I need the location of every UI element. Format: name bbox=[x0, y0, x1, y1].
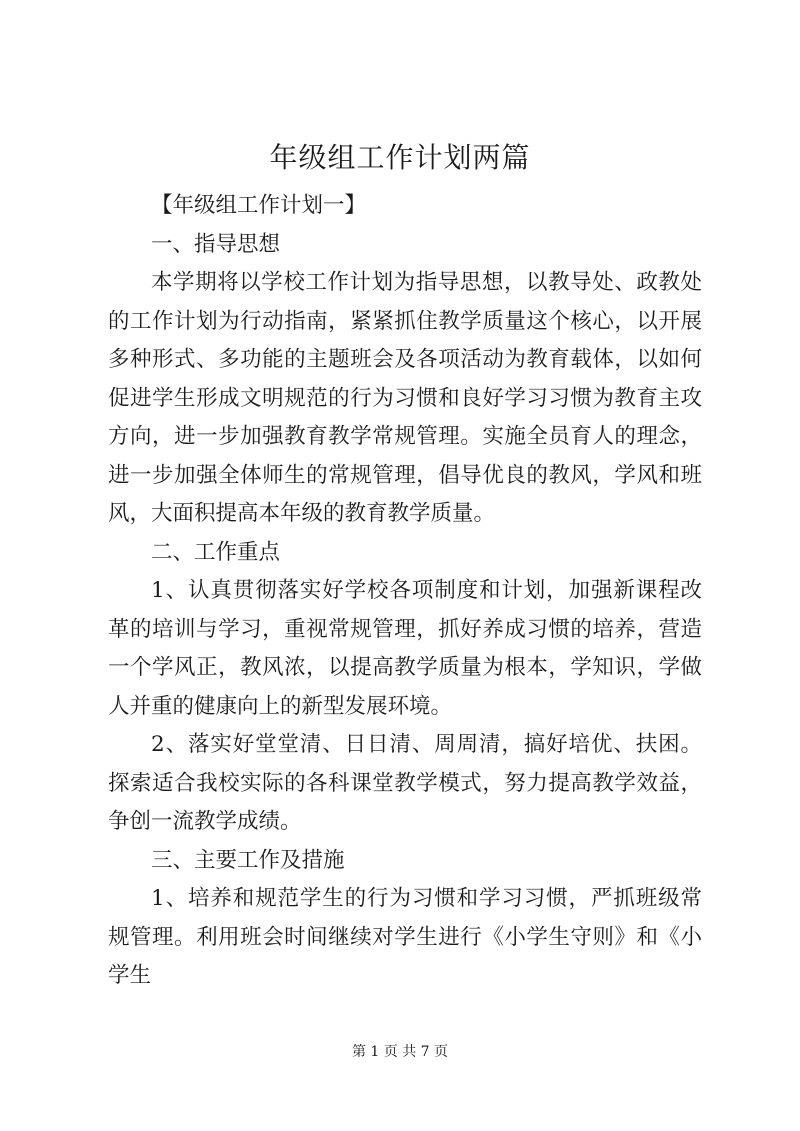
document-title: 年级组工作计划两篇 bbox=[269, 141, 531, 174]
paragraph-measure-1: 1、培养和规范学生的行为习惯和学习习惯，严抓班级常规管理。利用班会时间继续对学生进行《小学生守则》和《小学生 bbox=[108, 886, 702, 988]
section-heading-main-work: 三、主要工作及措施 bbox=[151, 847, 345, 873]
paragraph-focus-2: 2、落实好堂堂清、日日清、周周清，搞好培优、扶困。探索适合我校实际的各科课堂教学模式，努力提高教学效益，争创一流教学成绩。 bbox=[108, 732, 702, 834]
section-heading-guiding-thought: 一、指导思想 bbox=[151, 231, 281, 257]
paragraph-focus-1: 1、认真贯彻落实好学校各项制度和计划，加强新课程改革的培训与学习，重视常规管理，抓好养成习惯的培养，营造一个学风正，教风浓，以提高教学质量为根本，学知识，学做人并重的健康向上的新型发展环境。 bbox=[108, 578, 702, 719]
page-number-footer: 第 1 页 共 7 页 bbox=[351, 1044, 449, 1060]
document-body bbox=[108, 187, 702, 996]
section-heading-plan-one: 【年级组工作计划一】 bbox=[151, 193, 367, 218]
paragraph-guiding-thought: 本学期将以学校工作计划为指导思想，以教导处、政教处的工作计划为行动指南，紧紧抓住教学质量这个核心，以开展多种形式、多功能的主题班会及各项活动为教育载体，以如何促进学生形成文明规范的行为习惯和良好学习习惯为教育主攻方向，进一步加强教育教学常规管理。实施全员育人的理念，进一步加强全体师生的常规管理，倡导优良的教风，学风和班风，大面积提高本年级的教育教学质量。 bbox=[108, 270, 702, 526]
section-heading-work-focus: 二、工作重点 bbox=[151, 539, 281, 565]
